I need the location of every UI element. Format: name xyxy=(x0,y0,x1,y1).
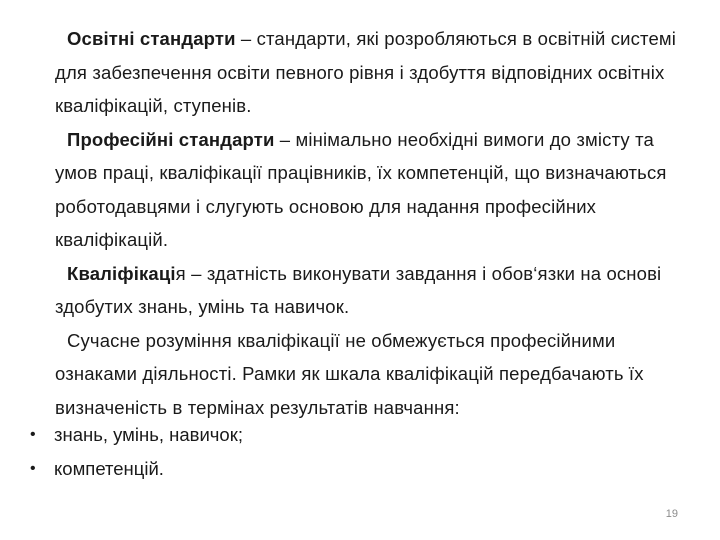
paragraph-education-standards xyxy=(55,22,700,123)
bullet-icon: • xyxy=(30,426,36,443)
term-professional-standards: Професійні стандарти xyxy=(67,128,275,150)
page-number: 19 xyxy=(665,508,678,520)
definition-professional-standards: – мінімально необхідні вимоги до змісту та умов праці, кваліфікації працівників, їх компетенцій, що визначаються роботодавцями і слугують основою для надання професійних кваліфікацій. xyxy=(55,128,667,250)
bullet-icon: • xyxy=(30,459,36,477)
bullet-list xyxy=(30,418,690,485)
bullet-text: компетенцій. xyxy=(54,457,164,479)
definition-education-standards: – стандарти, які розробляються в освітній системі для забезпечення освіти певного рівня і здобуття відповідних освітніх кваліфікацій, ступенів. xyxy=(55,28,677,116)
term-qualification: Кваліфікаці xyxy=(67,262,176,284)
term-education-standards: Освітні стандарти xyxy=(67,28,236,49)
definition-qualification: я – здатність виконувати завдання і обов‘язки на основі здобутих знань, умінь та навичок. xyxy=(55,262,662,317)
modern-understanding-text: Сучасне розуміння кваліфікації не обмежується професійними ознаками діяльності. Рамки як шкала кваліфікацій передбачають їх визначеність в термінах результатів навчання: xyxy=(55,329,644,418)
list-item xyxy=(30,452,690,486)
bullet-text: знань, умінь, навичок; xyxy=(54,424,243,445)
slide-body xyxy=(55,22,700,424)
paragraph-modern-understanding xyxy=(55,324,700,425)
paragraph-professional-standards xyxy=(55,123,700,257)
paragraph-qualification xyxy=(55,257,700,324)
list-item xyxy=(30,418,690,452)
